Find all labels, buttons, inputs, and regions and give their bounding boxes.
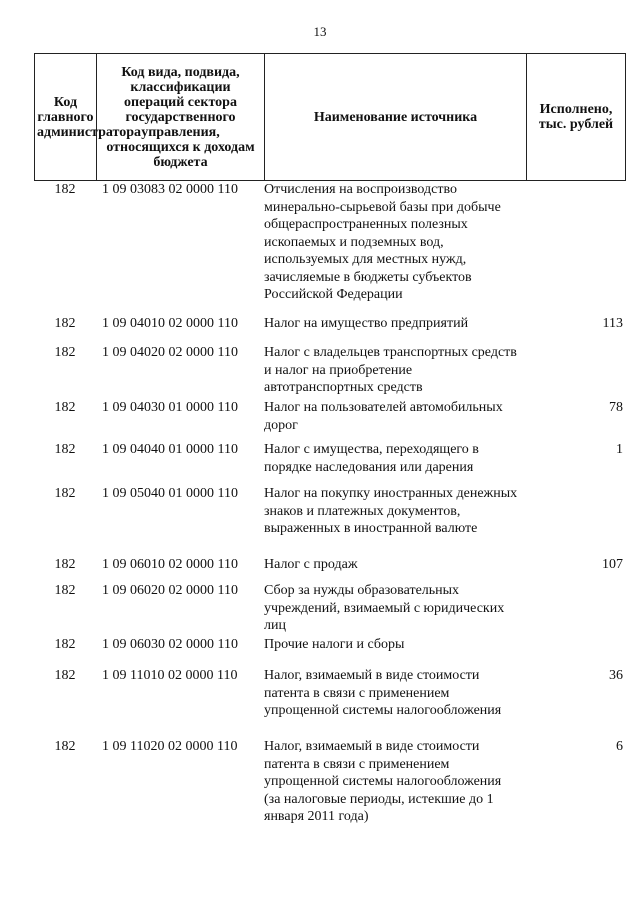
cell-executed: 78 <box>609 400 623 415</box>
cell-admin-code: 182 <box>54 182 76 197</box>
cell-type-code: 1 09 04020 02 0000 110 <box>102 345 238 360</box>
cell-source-name: Прочие налоги и сборы <box>264 637 405 652</box>
cell-admin-code: 182 <box>54 583 76 598</box>
cell-admin-code: 182 <box>54 637 76 652</box>
cell-source-name: Отчисления на воспроизводство минерально-сырьевой базы при добыче общераспространенных полезных ископаемых и подземных вод, используемых для местных нужд, зачисляемые в бюджеты субъектов Российской Федерации <box>264 182 501 302</box>
cell-executed: 1 <box>616 442 623 457</box>
cell-type-code: 1 09 06010 02 0000 110 <box>102 557 238 572</box>
cell-type-code: 1 09 11010 02 0000 110 <box>102 668 238 683</box>
cell-type-code: 1 09 06020 02 0000 110 <box>102 583 238 598</box>
header-executed: Исполнено, тыс. рублей <box>527 54 626 181</box>
cell-admin-code: 182 <box>54 400 76 415</box>
cell-type-code: 1 09 04040 01 0000 110 <box>102 442 238 457</box>
cell-source-name: Налог с имущества, переходящего в порядке наследования или дарения <box>264 442 479 475</box>
cell-admin-code: 182 <box>54 668 76 683</box>
cell-executed: 6 <box>616 739 623 754</box>
cell-source-name: Налог на пользователей автомобильных дорог <box>264 400 503 433</box>
cell-admin-code: 182 <box>54 739 76 754</box>
cell-admin-code: 182 <box>54 345 76 360</box>
cell-admin-code: 182 <box>54 486 76 501</box>
cell-executed: 113 <box>602 316 623 331</box>
cell-source-name: Налог, взимаемый в виде стоимости патента в связи с применением упрощенной системы налогообложения <box>264 668 502 718</box>
header-type-code: Код вида, подвида, классификации операций сектора государственного управления, относящихся к доходам бюджета <box>97 54 265 181</box>
cell-executed: 36 <box>609 668 623 683</box>
cell-source-name: Налог с продаж <box>264 557 358 572</box>
cell-executed: 107 <box>602 557 623 572</box>
cell-type-code: 1 09 05040 01 0000 110 <box>102 486 238 501</box>
page-number: 13 <box>313 24 327 39</box>
cell-source-name: Налог, взимаемый в виде стоимости патента в связи с применением упрощенной системы налогообложения (за налоговые периоды, истекшие до 1 января 2011 года) <box>264 739 502 824</box>
cell-type-code: 1 09 04010 02 0000 110 <box>102 316 238 331</box>
cell-type-code: 1 09 03083 02 0000 110 <box>102 182 238 197</box>
cell-source-name: Сбор за нужды образовательных учреждений, взимаемый с юридических лиц <box>264 583 505 633</box>
cell-admin-code: 182 <box>54 442 76 457</box>
header-source-name: Наименование источника <box>265 54 527 181</box>
cell-type-code: 1 09 04030 01 0000 110 <box>102 400 238 415</box>
header-admin-code: Код главного администратора <box>35 54 97 181</box>
cell-type-code: 1 09 11020 02 0000 110 <box>102 739 238 754</box>
cell-source-name: Налог на имущество предприятий <box>264 316 469 331</box>
cell-admin-code: 182 <box>54 557 76 572</box>
cell-type-code: 1 09 06030 02 0000 110 <box>102 637 238 652</box>
cell-admin-code: 182 <box>54 316 76 331</box>
table-header <box>34 53 626 181</box>
cell-source-name: Налог на покупку иностранных денежных знаков и платежных документов, выраженных в иностранной валюте <box>264 486 518 536</box>
cell-source-name: Налог с владельцев транспортных средств и налог на приобретение автотранспортных средств <box>264 345 517 395</box>
